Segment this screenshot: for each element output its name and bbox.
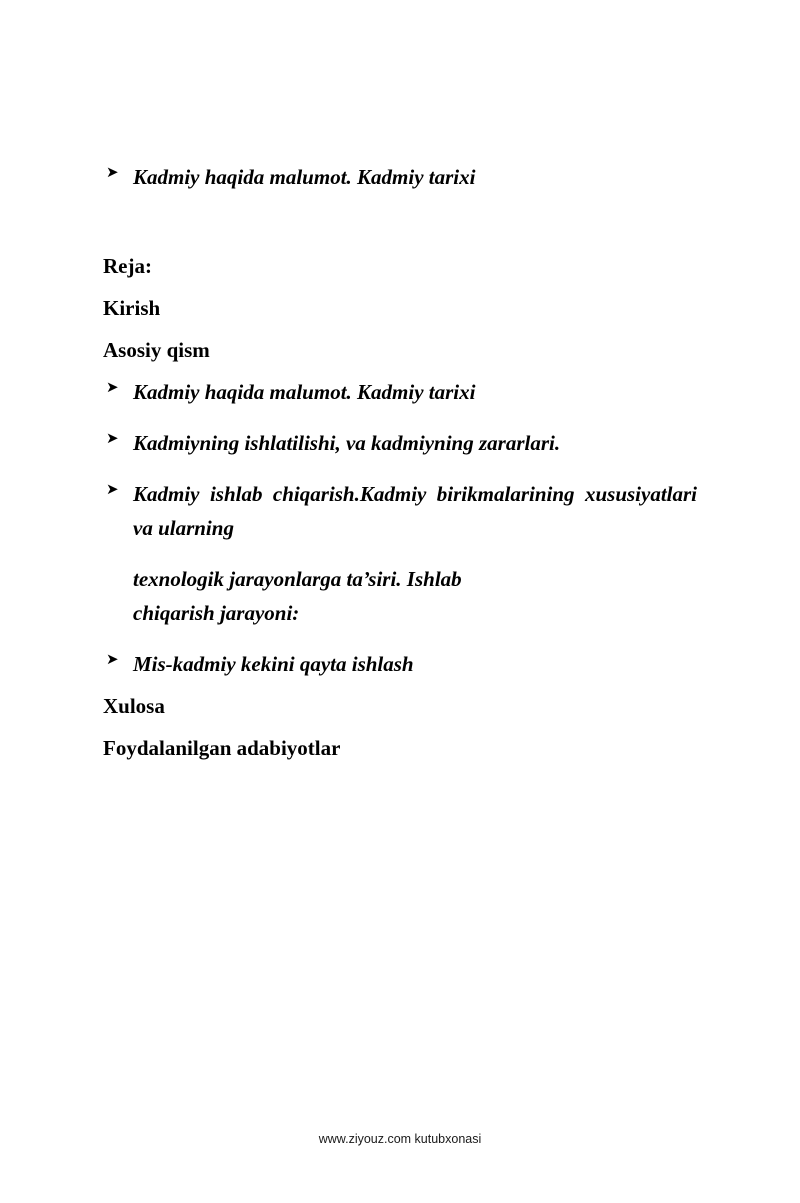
spacer	[103, 194, 697, 250]
spacer	[103, 409, 697, 426]
list-item-label: Kadmiyning ishlatilishi, va kadmiyning zararlari.	[133, 431, 561, 456]
list-item-continuation-1: texnologik jarayonlarga ta’siri. Ishlab	[133, 567, 462, 592]
arrow-bullet-icon: ➤	[106, 650, 119, 669]
spacer	[103, 723, 697, 732]
list-item	[103, 375, 697, 409]
section-heading-reja: Reja:	[103, 254, 152, 279]
list-item-label: Kadmiy haqida malumot. Kadmiy tarixi	[133, 380, 476, 405]
document-body	[103, 160, 697, 765]
spacer	[103, 545, 697, 562]
spacer	[103, 283, 697, 292]
arrow-bullet-icon: ➤	[106, 163, 119, 181]
section-heading-asosiy-qism: Asosiy qism	[103, 337, 210, 362]
list-item-continuation-2: chiqarish jarayoni:	[133, 601, 300, 626]
list-item	[103, 477, 697, 545]
spacer	[103, 460, 697, 477]
spacer	[103, 630, 697, 647]
arrow-bullet-icon: ➤	[106, 429, 119, 448]
page-footer: www.ziyouz.com kutubxonasi	[318, 1132, 482, 1146]
list-item	[103, 426, 697, 460]
spacer	[103, 366, 697, 375]
list-item-label: Mis-kadmiy kekini qayta ishlash	[133, 652, 414, 677]
document-title: Kadmiy haqida malumot. Kadmiy tarixi	[133, 165, 476, 189]
spacer	[103, 681, 697, 690]
section-heading-references: Foydalanilgan adabiyotlar	[103, 736, 341, 761]
title-bullet-row	[103, 160, 697, 194]
section-heading-xulosa: Xulosa	[103, 694, 165, 719]
list-item	[103, 647, 697, 681]
spacer	[103, 325, 697, 334]
list-item-label: Kadmiy ishlab chiqarish.Kadmiy birikmalarining xususiyatlari va ularning	[133, 482, 697, 541]
arrow-bullet-icon: ➤	[106, 378, 119, 397]
section-heading-kirish: Kirish	[103, 295, 161, 320]
arrow-bullet-icon: ➤	[106, 480, 119, 499]
